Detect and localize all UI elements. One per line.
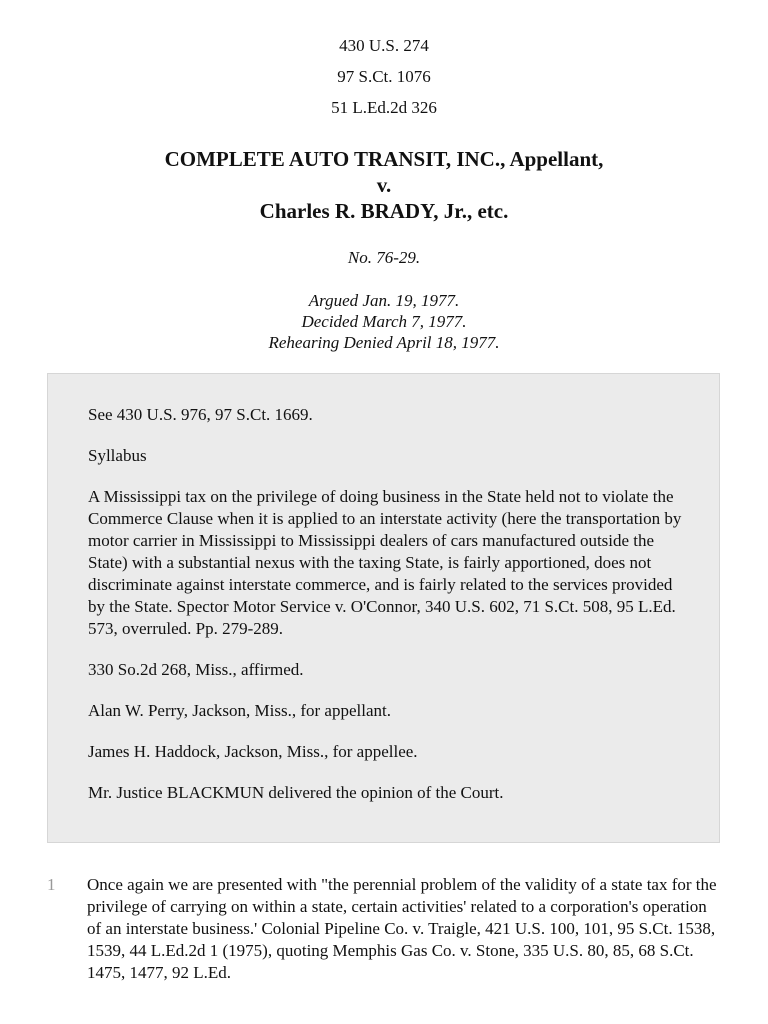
syllabus-summary: A Mississippi tax on the privilege of doing business in the State held not to violate the Commerce Clause when it is applied to an interstate activity (here the transportation by motor carrier in Mississippi to Mississippi dealers of cars manufactured outside the State) with a substantial nexus with the taxing State, is fairly apportioned, does not discriminate against interstate commerce, and is fairly related to the services provided by the State. Spector Motor Service v. O'Connor, 340 U.S. 602, 71 S.Ct. 508, 95 L.Ed. 573, overruled. Pp. 279-289. xyxy=(88,487,682,638)
opinion-author: Mr. Justice BLACKMUN delivered the opinion of the Court. xyxy=(88,783,504,802)
citation-us-reports: 430 U.S. 274 xyxy=(339,36,429,55)
case-title xyxy=(0,146,768,224)
counsel-appellee: James H. Haddock, Jackson, Miss., for appellee. xyxy=(88,742,418,761)
citation-block xyxy=(0,36,768,129)
case-dates xyxy=(0,290,768,353)
appellant-name: COMPLETE AUTO TRANSIT, INC., Appellant, xyxy=(164,147,604,171)
citation-lawyers-edition: 51 L.Ed.2d 326 xyxy=(331,98,437,117)
syllabus-panel xyxy=(47,373,720,843)
syllabus-heading: Syllabus xyxy=(88,446,147,465)
paragraph-number: 1 xyxy=(47,875,56,894)
docket-number: No. 76-29. xyxy=(347,248,421,267)
argued-date: Argued Jan. 19, 1977. xyxy=(308,291,460,310)
lower-court-disposition: 330 So.2d 268, Miss., affirmed. xyxy=(88,660,304,679)
see-also-reference: See 430 U.S. 976, 97 S.Ct. 1669. xyxy=(88,405,313,424)
counsel-appellant: Alan W. Perry, Jackson, Miss., for appellant. xyxy=(88,701,391,720)
rehearing-date: Rehearing Denied April 18, 1977. xyxy=(268,333,500,352)
versus-label: v. xyxy=(376,173,392,197)
opinion-paragraph: Once again we are presented with "the perennial problem of the validity of a state tax for the privilege of carrying on within a state, certain activities' related to a corporation's operation of an interstate business.' Colonial Pipeline Co. v. Traigle, 421 U.S. 100, 101, 95 S.Ct. 1538, 1539, 44 L.Ed.2d 1 (1975), quoting Memphis Gas Co. v. Stone, 335 U.S. 80, 85, 68 S.Ct. 1475, 1477, 92 L.Ed. xyxy=(87,875,717,982)
appellee-name: Charles R. BRADY, Jr., etc. xyxy=(259,199,509,223)
decided-date: Decided March 7, 1977. xyxy=(301,312,467,331)
citation-supreme-court-reporter: 97 S.Ct. 1076 xyxy=(337,67,431,86)
syllabus-content xyxy=(88,404,688,823)
